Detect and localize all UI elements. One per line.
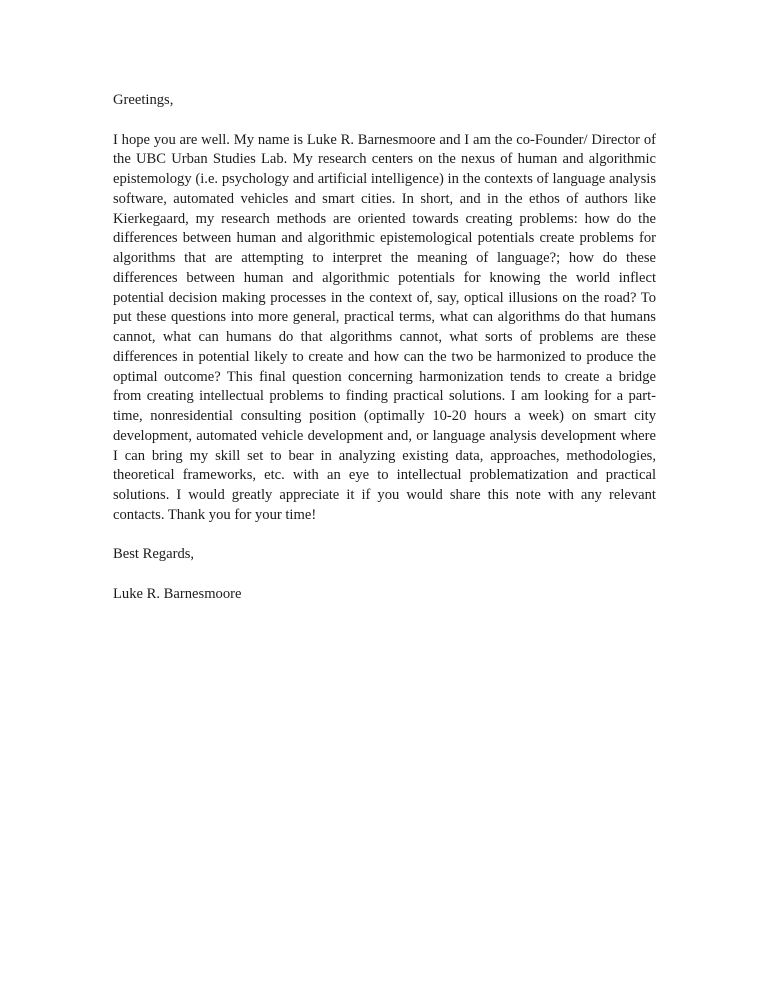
main-paragraph: I hope you are well. My name is Luke R. Barnesmoore and I am the co-Founder/ Director of the UBC Urban Studies Lab. My research centers on the nexus of human and algorithmic epistemology (i.e. psychology and artificial intelligence) in the contexts of language analysis software, automated vehicles and smart cities. In short, and in the ethos of authors like Kierkegaard, my research methods are oriented towards creating problems: how do the differences between human and algorithmic epistemological potentials create problems for algorithms that are attempting to interpret the meaning of language?; how do these differences between human and algorithmic potentials for knowing the world inflect potential decision making processes in the context of, say, optical illusions on the road? To put these questions into more general, practical terms, what can algorithms do that humans cannot, what can humans do that algorithms cannot, what sorts of problems are these differences in potential likely to create and how can the two be harmonized to produce the optimal outcome? This final question concerning harmonization tends to create a bridge from creating intellectual problems to finding practical solutions. I am looking for a part-time, nonresidential consulting position (optimally 10-20 hours a week) on smart city development, automated vehicle development and, or language analysis development where I can bring my skill set to bear in analyzing existing data, approaches, methodologies, theoretical frameworks, etc. with an eye to intellectual problematization and practical solutions. I would greatly appreciate it if you would share this note with any relevant contacts. Thank you for your time! [113,131,656,523]
signature-name: Luke R. Barnesmoore [113,585,242,602]
closing-line: Best Regards, [113,546,195,563]
greeting-line: Greetings, [113,92,174,108]
letter-body [113,91,656,605]
